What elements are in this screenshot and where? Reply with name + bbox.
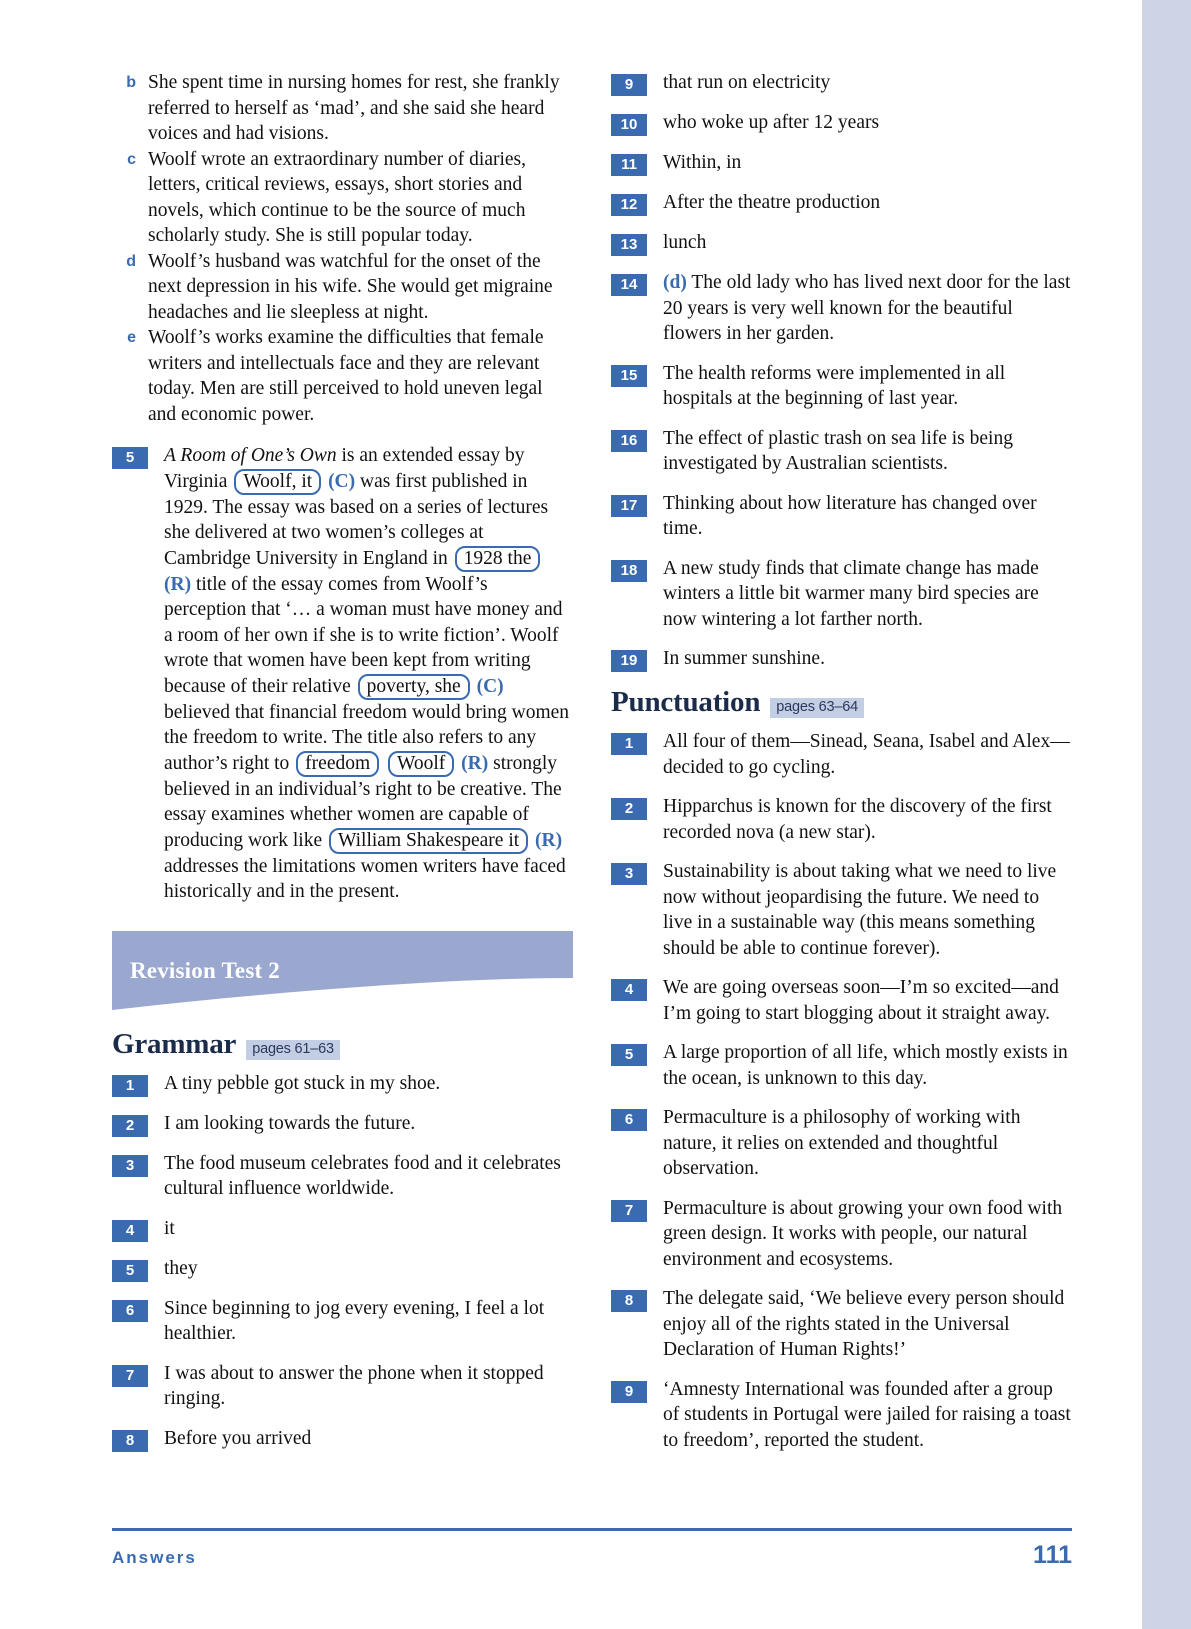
answer-number: 19 [611, 650, 647, 672]
list-item [611, 646, 1072, 672]
list-item [611, 794, 1072, 845]
answer-number: 5 [112, 1260, 148, 1282]
answer-number: 13 [611, 234, 647, 256]
annotation-box: Woolf, it [234, 469, 321, 495]
list-item [611, 729, 1072, 780]
two-column-layout [112, 70, 1072, 1467]
list-item [611, 361, 1072, 412]
list-item [611, 150, 1072, 176]
list-item [112, 147, 573, 249]
answer-text: Sustainability is about taking what we need to live now without jeopardising the future. We need to live in a sustainable way (this means something should be able to continue forever). [663, 861, 1057, 959]
list-item [611, 491, 1072, 542]
text-segment: is an extended essay by Virginia [164, 445, 525, 492]
answer-item-5 [112, 443, 573, 905]
answer-number: 4 [112, 1220, 148, 1242]
text-segment: strongly believed in an individual’s right to be creative. The essay examines whether women are capable of producing work like [164, 752, 562, 851]
answer-number: 1 [112, 1075, 148, 1097]
answer-text: A tiny pebble got stuck in my shoe. [164, 1072, 441, 1094]
answer-letter: d [126, 252, 136, 270]
answer-number: 10 [611, 114, 647, 136]
answer-number: 14 [611, 274, 647, 296]
answer-text: Within, in [663, 152, 742, 173]
answer-text: Woolf’s husband was watchful for the onset of the next depression in his wife. She would get migraine headaches and lie sleepless at night. [148, 250, 553, 323]
list-item [611, 1105, 1072, 1182]
answer-text: lunch [663, 232, 707, 253]
answer-text: who woke up after 12 years [663, 112, 880, 133]
answer-text: Woolf wrote an extraordinary number of diaries, letters, critical reviews, essays, short stories and novels, which continue to be the source of much scholarly study. She is still popular today. [148, 148, 527, 246]
annotation-tag: (R) [164, 573, 192, 595]
list-item [611, 70, 1072, 96]
answer-number: 7 [611, 1200, 647, 1222]
answer-text: A large proportion of all life, which mostly exists in the ocean, is unknown to this day. [663, 1042, 1068, 1089]
answer-text: ‘Amnesty International was founded after a group of students in Portugal were jailed for raising a toast to freedom’, reported the student. [663, 1378, 1071, 1451]
page-edge-strip [1142, 0, 1191, 1629]
answer-text: After the theatre production [663, 192, 881, 213]
answer-number: 11 [611, 154, 647, 176]
banner-title: Revision Test 2 [130, 957, 280, 983]
answer-text: Since beginning to jog every evening, I feel a lot healthier. [164, 1297, 545, 1344]
list-item [611, 1286, 1072, 1363]
revision-test-banner [112, 931, 573, 1014]
answer-number: 2 [112, 1115, 148, 1137]
answer-option-tag: (d) [663, 272, 687, 293]
answer-number: 1 [611, 733, 647, 755]
answer-number: 9 [611, 74, 647, 96]
list-item [112, 249, 573, 326]
section-title: Grammar [112, 1027, 237, 1060]
answer-number: 15 [611, 365, 647, 387]
punctuation-answer-list [611, 729, 1072, 1453]
answer-text [663, 270, 1072, 347]
answer-text: Before you arrived [164, 1427, 312, 1449]
annotation-box: freedom [296, 751, 379, 777]
answer-text: Permaculture is about growing your own food with green design. It works with people, our natural environment and ecosystems. [663, 1197, 1063, 1270]
answer-number: 18 [611, 560, 647, 582]
page-footer [112, 1528, 1072, 1570]
text-segment: believed that financial freedom would bring women the freedom to write. The title also refers to any author’s right to [164, 701, 570, 774]
pages-badge: pages 63–64 [770, 698, 864, 718]
answer-text: In summer sunshine. [663, 648, 825, 669]
answer-number: 8 [112, 1430, 148, 1452]
answer-number: 9 [611, 1381, 647, 1403]
grammar-continued-list [611, 70, 1072, 672]
list-item [611, 1196, 1072, 1273]
answer-number: 17 [611, 495, 647, 517]
answer-text: I am looking towards the future. [164, 1112, 416, 1134]
page-number: 111 [1033, 1541, 1072, 1569]
grammar-answer-list [112, 1071, 573, 1452]
annotation-tag: (R) [461, 752, 489, 774]
list-item [611, 110, 1072, 136]
answer-text: We are going overseas soon—I’m so excited—and I’m going to start blogging about it straight away. [663, 977, 1059, 1024]
answer-number: 8 [611, 1290, 647, 1312]
page-content [112, 70, 1072, 1467]
annotation-box: William Shakespeare it [329, 828, 528, 854]
annotation-box: Woolf [388, 751, 454, 777]
answer-text-annotated [164, 443, 573, 905]
list-item [112, 1071, 573, 1097]
answer-letter: b [126, 74, 136, 91]
section-title: Punctuation [611, 686, 761, 718]
list-item [611, 426, 1072, 477]
list-item [611, 1377, 1072, 1454]
list-item [112, 1111, 573, 1137]
annotation-tag: (R) [535, 829, 563, 851]
answer-number: 16 [611, 430, 647, 452]
answer-number: 3 [611, 863, 647, 885]
footer-bar [112, 1541, 1072, 1570]
list-item [611, 859, 1072, 961]
list-item [112, 1151, 573, 1202]
grammar-section-header [112, 1028, 573, 1061]
punctuation-section-header [611, 686, 1072, 719]
left-column [112, 70, 573, 1467]
answer-letter: e [127, 329, 136, 346]
list-item [611, 270, 1072, 347]
answer-number: 6 [112, 1300, 148, 1322]
answer-body: The old lady who has lived next door for the last 20 years is very well known for the beautiful flowers in her garden. [663, 272, 1071, 344]
text-segment: addresses the limitations women writers have faced historically and in the present. [164, 855, 566, 902]
annotation-box: 1928 the [455, 546, 541, 572]
list-item [112, 1361, 573, 1412]
answer-number: 7 [112, 1365, 148, 1387]
list-item [611, 190, 1072, 216]
list-item [611, 1040, 1072, 1091]
answer-number: 4 [611, 979, 647, 1001]
pages-badge: pages 61–63 [246, 1040, 340, 1060]
answer-number: 5 [611, 1044, 647, 1066]
list-item [112, 1426, 573, 1452]
annotation-tag: (C) [476, 675, 504, 697]
footer-rule [112, 1528, 1072, 1531]
answer-text: Thinking about how literature has changed over time. [663, 492, 1037, 539]
answer-number: 6 [611, 1109, 647, 1131]
sub-answer-list [112, 70, 573, 427]
list-item [611, 975, 1072, 1026]
text-segment: was first published in 1929. The essay was based on a series of lectures she delivered at two women’s colleges at Cambridge University in England in [164, 470, 549, 569]
list-item [112, 325, 573, 427]
answer-text: Woolf’s works examine the difficulties that female writers and intellectuals face and they are relevant today. Men are still perceived to hold uneven legal and economic power. [148, 327, 544, 425]
answer-text: they [164, 1257, 198, 1279]
essay-title: A Room of One’s Own [164, 445, 337, 466]
list-item [112, 70, 573, 147]
answer-text: Hipparchus is known for the discovery of the first recorded nova (a new star). [663, 796, 1052, 843]
list-item [611, 230, 1072, 256]
list-item [611, 556, 1072, 633]
answer-text: All four of them—Sinead, Seana, Isabel and Alex—decided to go cycling. [663, 731, 1070, 778]
answer-text: The effect of plastic trash on sea life is being investigated by Australian scientists. [663, 427, 1013, 474]
answer-number: 2 [611, 798, 647, 820]
answer-text: it [164, 1217, 175, 1239]
right-column [611, 70, 1072, 1467]
answer-number: 12 [611, 194, 647, 216]
answer-number: 3 [112, 1155, 148, 1177]
answer-text: Permaculture is a philosophy of working with nature, it relies on extended and thoughtful observation. [663, 1107, 1021, 1179]
answer-text: The delegate said, ‘We believe every person should enjoy all of the rights stated in the Universal Declaration of Human Rights!’ [663, 1288, 1065, 1360]
text-segment: title of the essay comes from Woolf’s perception that ‘… a woman must have money and a room of her own if she is to write fiction’. Woolf wrote that women have been kept from writing because of their relative [164, 573, 563, 697]
list-item [112, 1216, 573, 1242]
answer-text: She spent time in nursing homes for rest, she frankly referred to herself as ‘mad’, and she said she heard voices and had visions. [148, 72, 560, 144]
answer-number: 5 [112, 447, 148, 469]
list-item [112, 1296, 573, 1347]
answer-text: The health reforms were implemented in all hospitals at the beginning of last year. [663, 362, 1006, 409]
answer-text: I was about to answer the phone when it stopped ringing. [164, 1362, 544, 1409]
answer-text: The food museum celebrates food and it celebrates cultural influence worldwide. [164, 1152, 561, 1199]
annotation-tag: (C) [328, 470, 356, 492]
annotation-box: poverty, she [358, 674, 470, 700]
list-item [112, 1256, 573, 1282]
footer-label: Answers [112, 1548, 197, 1567]
answer-text: that run on electricity [663, 72, 831, 93]
answer-text: A new study finds that climate change has made winters a little bit warmer many bird species are now wintering a lot farther north. [663, 557, 1039, 630]
answer-letter: c [127, 150, 136, 168]
